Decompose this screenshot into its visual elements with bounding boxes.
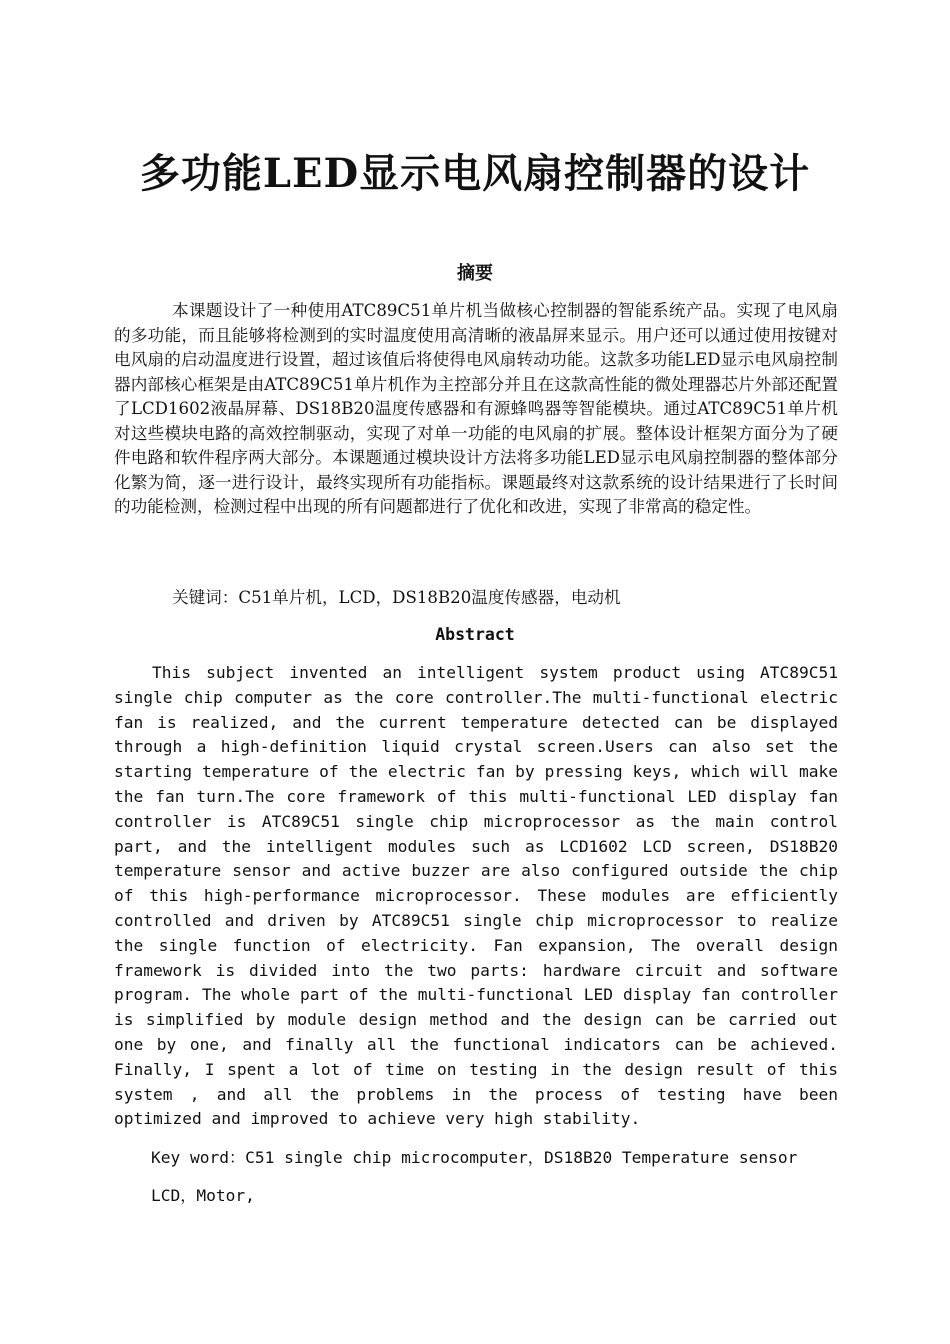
keywords-cn: 关键词：C51单片机，LCD，DS18B20温度传感器，电动机 bbox=[172, 588, 621, 607]
keywords-en-line-2: LCD，Motor, bbox=[151, 1186, 255, 1205]
abstract-en-body: This subject invented an intelligent system product using ATC89C51 single chip computer as the core controller.The multi-functional electric fan is realized, and the current temperature detected can be displayed through a high-definition liquid crystal screen.Users can also set the starting temperature of the electric fan by pressing keys, which will make the fan turn.The core framework of this multi-functional LED display fan controller is ATC89C51 single chip microprocessor as the main control part, and the intelligent modules such as LCD1602 LCD screen, DS18B20 temperature sensor and active buzzer are also configured outside the chip of this high-performance microprocessor. These modules are efficiently controlled and driven by ATC89C51 single chip microprocessor to realize the single function of electricity. Fan expansion, The overall design framework is divided into the two parts: hardware circuit and software program. The whole part of the multi-functional LED display fan controller is simplified by module design method and the design can be carried out one by one, and finally all the functional indicators can be achieved. Finally, I spent a lot of time on testing in the design result of this system , and all the problems in the process of testing have been optimized and improved to achieve very high stability. bbox=[114, 663, 838, 1129]
keywords-en-line-1: Key word：C51 single chip microcomputer，DS18B20 Temperature sensor bbox=[151, 1148, 798, 1167]
document-title: 多功能LED显示电风扇控制器的设计 bbox=[139, 150, 811, 197]
abstract-en-heading: Abstract bbox=[435, 625, 515, 644]
abstract-cn-heading: 摘要 bbox=[457, 263, 493, 284]
abstract-cn-body: 本课题设计了一种使用ATC89C51单片机当做核心控制器的智能系统产品。实现了电风扇的多功能，而且能够将检测到的实时温度使用高清晰的液晶屏来显示。用户还可以通过使用按键对电风扇的启动温度进行设置，超过该值后将使得电风扇转动功能。这款多功能LED显示电风扇控制器内部核心框架是由ATC89C51单片机作为主控部分并且在这款高性能的微处理器芯片外部还配置了LCD1602液晶屏幕、DS18B20温度传感器和有源蜂鸣器等智能模块。通过ATC89C51单片机对这些模块电路的高效控制驱动，实现了对单一功能的电风扇的扩展。整体设计框架方面分为了硬件电路和软件程序两大部分。本课题通过模块设计方法将多功能LED显示电风扇控制器的整体部分化繁为简，逐一进行设计，最终实现所有功能指标。课题最终对这款系统的设计结果进行了长时间的功能检测，检测过程中出现的所有问题都进行了优化和改进，实现了非常高的稳定性。 bbox=[114, 301, 838, 516]
